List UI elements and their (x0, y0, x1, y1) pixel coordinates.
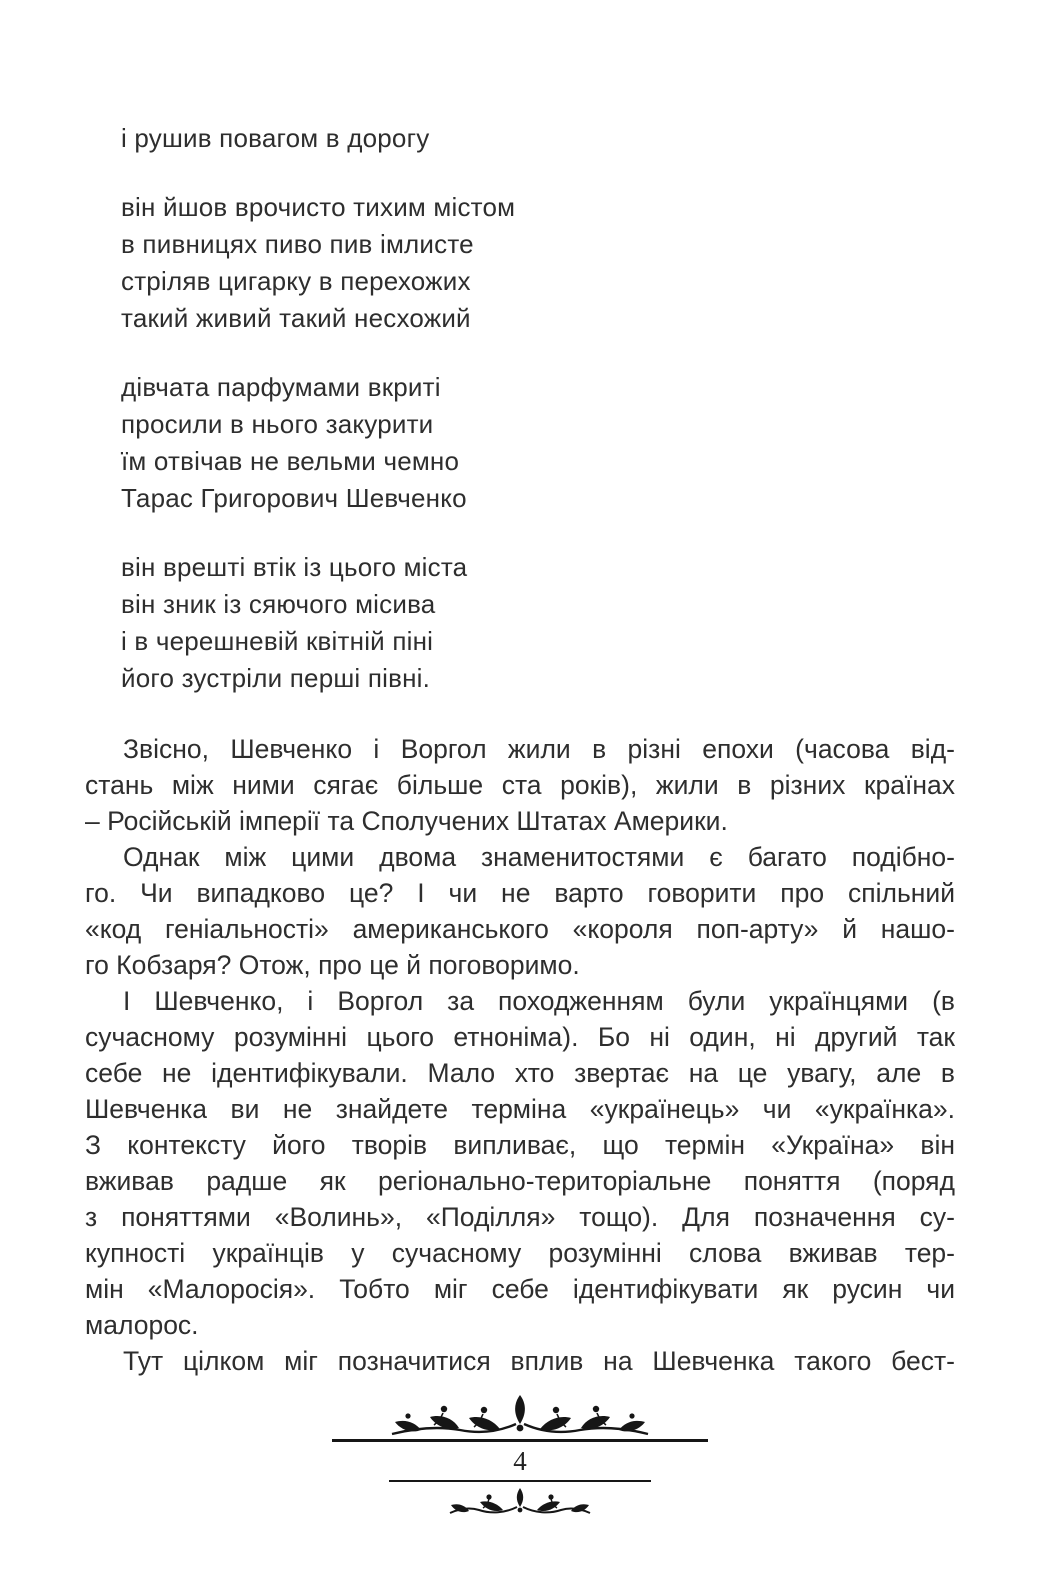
paragraph (85, 983, 955, 1343)
paragraph (85, 1343, 955, 1379)
prose-line: І Шевченко, і Воргол за походженням були українцями (в (123, 986, 955, 1016)
prose-line: З контексту його творів випливає, що термін «Україна» він (85, 1130, 955, 1160)
prose-line: Тут цілком міг позначитися вплив на Шевченка такого бест- (123, 1346, 955, 1376)
prose-line: себе не ідентифікували. Мало хто звертає на це увагу, але в (85, 1058, 955, 1088)
prose-line: з поняттями «Волинь», «Поділля» тощо). Для позначення су- (85, 1202, 955, 1232)
poem-line: його зустріли перші півні. (121, 663, 431, 693)
poem-line: він зник із сяючого місива (121, 589, 436, 619)
prose-line: – Російській імперії та Сполучених Штатах Америки. (85, 806, 728, 836)
poem-stanza (121, 369, 955, 517)
poem-line: в пивницях пиво пив імлисте (121, 229, 474, 259)
prose-line: мін «Малоросія». Тобто міг себе ідентифікувати як русин чи (85, 1274, 955, 1304)
prose-line: сучасному розумінні цього етноніма). Бо ні один, ні другий так (85, 1022, 955, 1052)
poem-stanza (121, 549, 955, 697)
poem-line: і рушив повагом в дорогу (121, 123, 430, 153)
poem-line: і в черешневій квітній піні (121, 626, 434, 656)
prose-line: купності українців у сучасному розумінні слова вживав тер- (85, 1238, 955, 1268)
paragraph (85, 839, 955, 983)
poem-line: Тарас Григорович Шевченко (121, 483, 467, 513)
poem-line: дівчата парфумами вкриті (121, 372, 441, 402)
poem-line: такий живий такий несхожий (121, 303, 471, 333)
prose-line: го Кобзаря? Отож, про це й поговоримо. (85, 950, 580, 980)
prose-line: вживав радше як регіонально-територіальне поняття (поряд (85, 1166, 955, 1196)
footer-rule-bottom (389, 1480, 651, 1482)
prose-section (85, 731, 955, 1379)
poem-line: їм отвічав не вельми чемно (121, 446, 460, 476)
prose-line: Однак між цими двома знаменитостями є багато подібно- (123, 842, 955, 872)
poem-line: просили в нього закурити (121, 409, 434, 439)
prose-line: Шевченка ви не знайдете терміна «українець» чи «українка». (85, 1094, 955, 1124)
poem-line: він йшов врочисто тихим містом (121, 192, 516, 222)
floral-vine-ornament-small-icon (445, 1486, 595, 1516)
poem-line: стріляв цигарку в перехожих (121, 266, 471, 296)
floral-vine-ornament-icon (382, 1393, 658, 1437)
paragraph (85, 731, 955, 839)
page-footer (85, 1393, 955, 1516)
poem-stanza (121, 120, 955, 157)
prose-line: Звісно, Шевченко і Воргол жили в різні епохи (часова від- (123, 734, 955, 764)
poem-line: він врешті втік із цього міста (121, 552, 468, 582)
poem-stanza (121, 189, 955, 337)
prose-line: малорос. (85, 1310, 199, 1340)
prose-line: го. Чи випадково це? І чи не варто говорити про спільний (85, 878, 955, 908)
poem-section (121, 120, 955, 697)
prose-line: «код геніальності» американського «короля поп-арту» й нашо- (85, 914, 955, 944)
prose-line: стань між ними сягає більше ста років), жили в різних країнах (85, 770, 955, 800)
page-number: 4 (513, 1446, 527, 1476)
